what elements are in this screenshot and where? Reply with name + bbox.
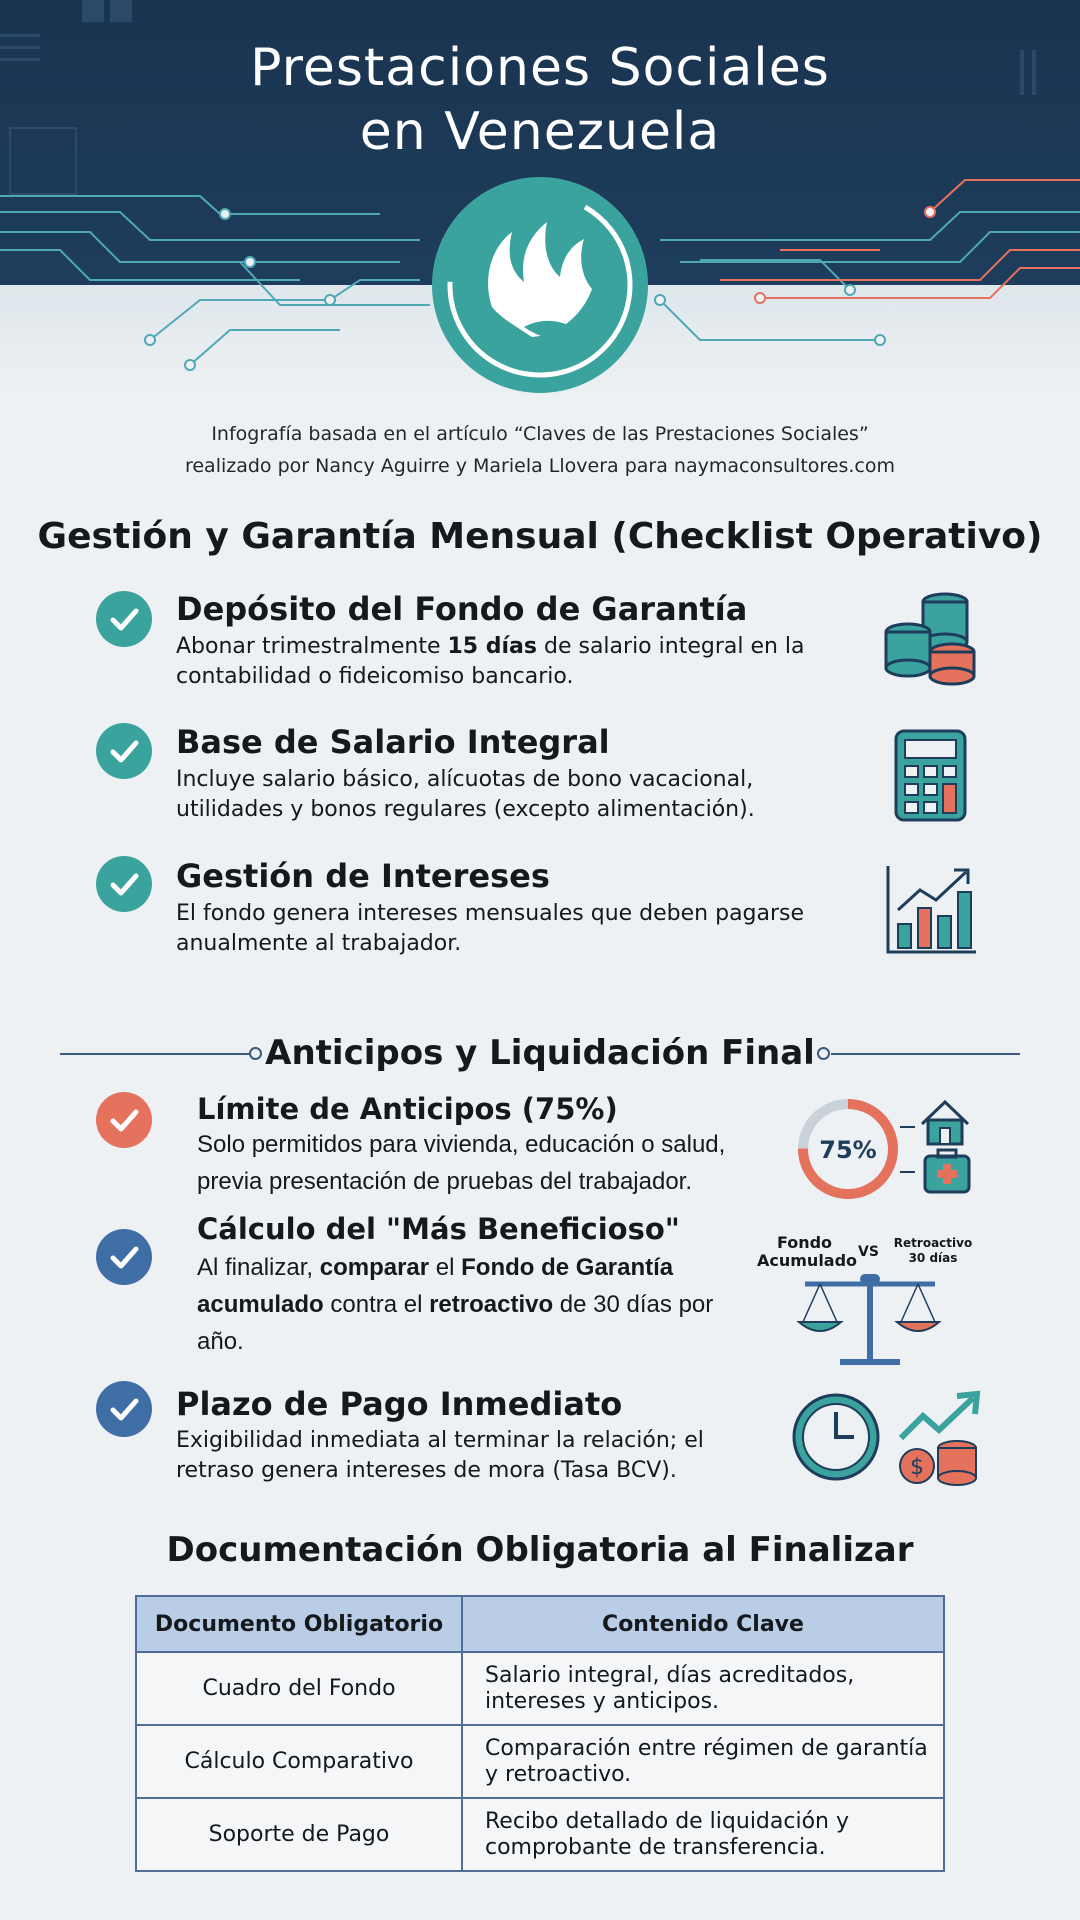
check-icon <box>96 856 152 912</box>
check-icon <box>96 1381 152 1437</box>
item-desc-deposito <box>176 632 816 692</box>
desc-calculo-p1: comparar <box>319 1254 430 1281</box>
table-cell-contenido: Comparación entre régimen de garantía y retroactivo. <box>462 1725 944 1798</box>
documents-table <box>135 1595 945 1872</box>
item-title-plazo: Plazo de Pago Inmediato <box>176 1385 623 1423</box>
item-title-limite: Límite de Anticipos (75%) <box>197 1092 618 1126</box>
item-title-intereses: Gestión de Intereses <box>176 857 550 895</box>
table-row <box>136 1652 944 1725</box>
header-banner <box>0 0 1080 400</box>
table-cell-documento: Cálculo Comparativo <box>136 1725 462 1798</box>
check-icon <box>96 1229 152 1285</box>
page-title-line-2: en Venezuela <box>359 102 721 162</box>
table-row <box>136 1725 944 1798</box>
desc-calculo-p0: Al finalizar, <box>197 1254 320 1281</box>
item-title-calculo: Cálculo del "Más Beneficioso" <box>197 1212 680 1246</box>
table-header-documento: Documento Obligatorio <box>136 1596 462 1652</box>
desc-deposito-post: de salario integral en la contabilidad o fideicomiso bancario. <box>176 634 805 689</box>
phoenix-logo-icon <box>432 177 648 393</box>
section-title-checklist: Gestión y Garantía Mensual (Checklist Operativo) <box>37 516 1043 557</box>
item-title-deposito: Depósito del Fondo de Garantía <box>176 590 748 628</box>
desc-deposito-pre: Abonar trimestralmente <box>176 634 448 659</box>
desc-calculo-p3: Fondo de Garantía acumulado <box>197 1254 674 1318</box>
desc-deposito-bold: 15 días <box>447 634 537 659</box>
source-credit <box>0 418 1080 482</box>
page-title <box>0 36 1080 164</box>
gauge-label: 75% <box>819 1136 877 1164</box>
item-desc-salario: Incluye salario básico, alícuotas de bono vacacional, utilidades y bonos regulares (excepto alimentación). <box>176 767 755 822</box>
desc-calculo-p4: contra el <box>323 1291 430 1318</box>
check-icon <box>96 1092 152 1148</box>
scale-label-left: Fondo Acumulado <box>757 1233 858 1270</box>
table-header-row <box>136 1596 944 1652</box>
item-desc-plazo: Exigibilidad inmediata al terminar la relación; el retraso genera intereses de mora (Tasa BCV). <box>176 1428 704 1483</box>
calculator-icon <box>893 728 968 823</box>
house-icon <box>922 1102 968 1144</box>
coins-stack-icon <box>880 590 985 690</box>
advance-limit-gauge <box>795 1092 985 1202</box>
table-cell-contenido: Recibo detallado de liquidación y comprobante de transferencia. <box>462 1798 944 1871</box>
check-icon <box>96 591 152 647</box>
desc-calculo-p5: retroactivo <box>429 1291 554 1318</box>
desc-calculo-p2: el <box>429 1254 462 1281</box>
credit-line-2: realizado por Nancy Aguirre y Mariela Llovera para naymaconsultores.com <box>184 455 896 477</box>
balance-scale-icon <box>795 1270 945 1370</box>
page-title-line-1: Prestaciones Sociales <box>250 38 830 98</box>
money-growth-icon <box>895 1390 985 1490</box>
item-desc-limite: Solo permitidos para vivienda, educación o salud, previa presentación de pruebas del trabajador. <box>197 1131 726 1195</box>
table-row <box>136 1798 944 1871</box>
svg-text:$: $ <box>910 1455 924 1480</box>
check-icon <box>96 723 152 779</box>
section-title-anticipos: Anticipos y Liquidación Final <box>265 1033 815 1073</box>
credit-line-1: Infografía basada en el artículo “Claves de las Prestaciones Sociales” <box>211 423 869 445</box>
table-cell-documento: Cuadro del Fondo <box>136 1652 462 1725</box>
clock-icon <box>790 1390 890 1490</box>
table-cell-contenido: Salario integral, días acreditados, intereses y anticipos. <box>462 1652 944 1725</box>
section-title-documentacion: Documentación Obligatoria al Finalizar <box>166 1530 914 1570</box>
medical-kit-icon <box>925 1150 969 1192</box>
scale-label-right: Retroactivo 30 días <box>893 1236 973 1265</box>
table-header-contenido: Contenido Clave <box>462 1596 944 1652</box>
table-cell-documento: Soporte de Pago <box>136 1798 462 1871</box>
item-title-salario: Base de Salario Integral <box>176 723 610 761</box>
growth-chart-icon <box>884 862 979 957</box>
item-desc-calculo <box>197 1249 757 1360</box>
desc-calculo-p6: de 30 días por año. <box>197 1291 714 1355</box>
scale-vs: VS <box>858 1244 879 1260</box>
item-desc-intereses: El fondo genera intereses mensuales que deben pagarse anualmente al trabajador. <box>176 901 805 956</box>
logo <box>432 177 648 393</box>
